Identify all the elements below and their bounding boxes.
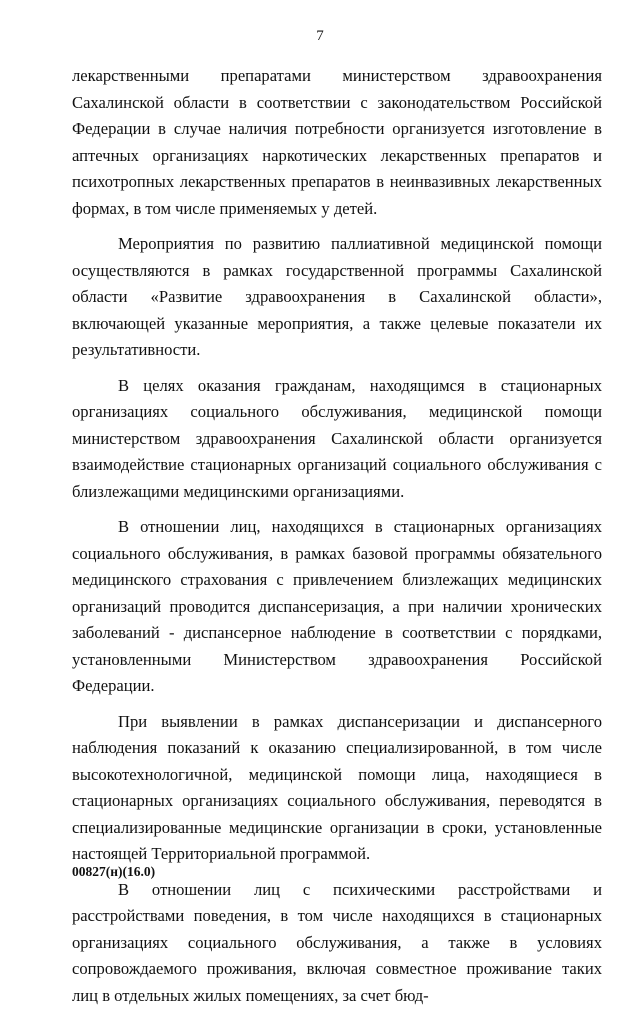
paragraph-2: Мероприятия по развитию паллиативной медицинской помощи осуществляются в рамках государственной программы Сахалинской области «Развитие здравоохранения в Сахалинской области», включающей указанные мероприятия, а также целевые показатели их результативности.: [72, 234, 602, 359]
paragraph-1: лекарственными препаратами министерством здравоохранения Сахалинской области в соответствии с законодательством Российской Федерации в случае наличия потребности организуется изготовление в аптечных организациях наркотических лекарственных препаратов и психотропных лекарственных препаратов в неинвазивных лекарственных формах, в том числе применяемых у детей.: [72, 66, 602, 218]
document-code: 00827(н)(16.0): [72, 864, 156, 879]
paragraph-3: В целях оказания гражданам, находящимся в стационарных организациях социального обслуживания, медицинской помощи министерством здравоохранения Сахалинской области организуется взаимодействие стационарных организаций социального обслуживания с близлежащими медицинскими организациями.: [72, 375, 602, 501]
page-number: 7: [316, 28, 324, 44]
paragraph-6: В отношении лиц с психическими расстройствами и расстройствами поведения, в том числе находящихся в стационарных организациях социального обслуживания, а также в условиях сопровождаемого проживания, включая совместное проживание таких лиц в отдельных жилых помещениях, за счет бюд-: [72, 879, 602, 1005]
paragraph-4: В отношении лиц, находящихся в стационарных организациях социального обслуживания, в рамках базовой программы обязательного медицинского страхования с привлечением близлежащих медицинских организаций проводится диспансеризация, а при наличии хронических заболеваний - диспансерное наблюдение в соответствии с порядками, установленными Министерством здравоохранения Российской Федерации.: [72, 517, 602, 695]
paragraph-5: При выявлении в рамках диспансеризации и диспансерного наблюдения показаний к оказанию специализированной, в том числе высокотехнологичной, медицинской помощи лица, находящиеся в стационарных организациях социального обслуживания, переводятся в специализированные медицинские организации в сроки, установленные настоящей Территориальной программой.: [72, 711, 602, 863]
